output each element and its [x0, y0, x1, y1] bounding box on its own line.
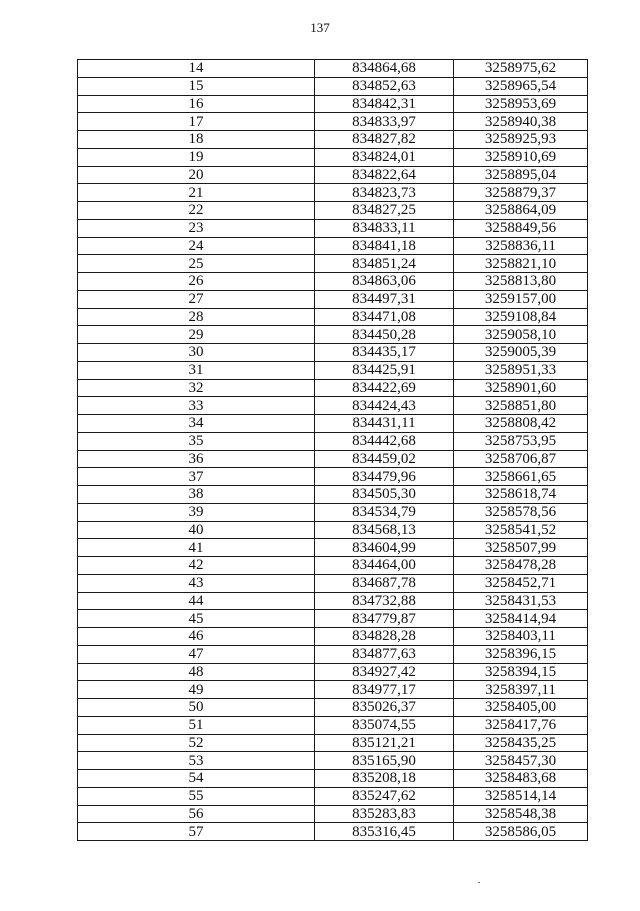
point-number-cell: 15	[78, 77, 315, 95]
x-coordinate-cell: 834435,17	[315, 344, 454, 362]
x-coordinate-cell: 834851,24	[315, 255, 454, 273]
table-row	[78, 787, 588, 805]
point-number-cell: 44	[78, 592, 315, 610]
x-coordinate-cell: 834687,78	[315, 574, 454, 592]
x-coordinate-cell: 834497,31	[315, 290, 454, 308]
table-row	[78, 521, 588, 539]
table-row	[78, 237, 588, 255]
table-row	[78, 166, 588, 184]
table-row	[78, 663, 588, 681]
table-row	[78, 131, 588, 149]
table-row	[78, 255, 588, 273]
table-row	[78, 645, 588, 663]
x-coordinate-cell: 834841,18	[315, 237, 454, 255]
point-number-cell: 57	[78, 823, 315, 841]
table-row	[78, 716, 588, 734]
y-coordinate-cell: 3258975,62	[454, 60, 588, 78]
y-coordinate-cell: 3258586,05	[454, 823, 588, 841]
point-number-cell: 43	[78, 574, 315, 592]
point-number-cell: 29	[78, 326, 315, 344]
table-row	[78, 361, 588, 379]
table-row	[78, 503, 588, 521]
x-coordinate-cell: 835026,37	[315, 699, 454, 717]
y-coordinate-cell: 3258849,56	[454, 219, 588, 237]
point-number-cell: 30	[78, 344, 315, 362]
y-coordinate-cell: 3258821,10	[454, 255, 588, 273]
table-row	[78, 592, 588, 610]
table-row	[78, 77, 588, 95]
point-number-cell: 17	[78, 113, 315, 131]
point-number-cell: 56	[78, 805, 315, 823]
point-number-cell: 51	[78, 716, 315, 734]
y-coordinate-cell: 3258953,69	[454, 95, 588, 113]
x-coordinate-cell: 834431,11	[315, 415, 454, 433]
x-coordinate-cell: 834779,87	[315, 610, 454, 628]
y-coordinate-cell: 3258507,99	[454, 539, 588, 557]
point-number-cell: 41	[78, 539, 315, 557]
point-number-cell: 48	[78, 663, 315, 681]
x-coordinate-cell: 834464,00	[315, 557, 454, 575]
y-coordinate-cell: 3258836,11	[454, 237, 588, 255]
y-coordinate-cell: 3258397,11	[454, 681, 588, 699]
x-coordinate-cell: 834479,96	[315, 468, 454, 486]
table-row	[78, 202, 588, 220]
table-row	[78, 397, 588, 415]
y-coordinate-cell: 3258965,54	[454, 77, 588, 95]
table-row	[78, 628, 588, 646]
table-row	[78, 610, 588, 628]
y-coordinate-cell: 3258431,53	[454, 592, 588, 610]
table-row	[78, 60, 588, 78]
x-coordinate-cell: 834877,63	[315, 645, 454, 663]
point-number-cell: 40	[78, 521, 315, 539]
x-coordinate-cell: 834442,68	[315, 432, 454, 450]
x-coordinate-cell: 834568,13	[315, 521, 454, 539]
x-coordinate-cell: 834828,28	[315, 628, 454, 646]
x-coordinate-cell: 834863,06	[315, 273, 454, 291]
y-coordinate-cell: 3258895,04	[454, 166, 588, 184]
x-coordinate-cell: 835165,90	[315, 752, 454, 770]
y-coordinate-cell: 3258405,00	[454, 699, 588, 717]
table-row	[78, 557, 588, 575]
table-row	[78, 344, 588, 362]
point-number-cell: 32	[78, 379, 315, 397]
x-coordinate-cell: 834425,91	[315, 361, 454, 379]
y-coordinate-cell: 3258396,15	[454, 645, 588, 663]
y-coordinate-cell: 3259157,00	[454, 290, 588, 308]
coordinates-table-body	[78, 60, 588, 841]
table-row	[78, 468, 588, 486]
table-row	[78, 770, 588, 788]
point-number-cell: 50	[78, 699, 315, 717]
x-coordinate-cell: 834604,99	[315, 539, 454, 557]
table-row	[78, 574, 588, 592]
y-coordinate-cell: 3258925,93	[454, 131, 588, 149]
x-coordinate-cell: 835208,18	[315, 770, 454, 788]
table-row	[78, 752, 588, 770]
y-coordinate-cell: 3258661,65	[454, 468, 588, 486]
point-number-cell: 35	[78, 432, 315, 450]
y-coordinate-cell: 3258403,11	[454, 628, 588, 646]
point-number-cell: 20	[78, 166, 315, 184]
page-number: 137	[310, 20, 330, 35]
y-coordinate-cell: 3258452,71	[454, 574, 588, 592]
point-number-cell: 19	[78, 148, 315, 166]
table-row	[78, 379, 588, 397]
x-coordinate-cell: 834864,68	[315, 60, 454, 78]
y-coordinate-cell: 3258514,14	[454, 787, 588, 805]
point-number-cell: 23	[78, 219, 315, 237]
point-number-cell: 27	[78, 290, 315, 308]
y-coordinate-cell: 3258901,60	[454, 379, 588, 397]
point-number-cell: 54	[78, 770, 315, 788]
point-number-cell: 25	[78, 255, 315, 273]
x-coordinate-cell: 834827,82	[315, 131, 454, 149]
table-row	[78, 805, 588, 823]
table-row	[78, 486, 588, 504]
y-coordinate-cell: 3258618,74	[454, 486, 588, 504]
point-number-cell: 42	[78, 557, 315, 575]
y-coordinate-cell: 3258478,28	[454, 557, 588, 575]
y-coordinate-cell: 3258541,52	[454, 521, 588, 539]
x-coordinate-cell: 834827,25	[315, 202, 454, 220]
point-number-cell: 28	[78, 308, 315, 326]
table-row	[78, 450, 588, 468]
point-number-cell: 49	[78, 681, 315, 699]
table-row	[78, 823, 588, 841]
table-row	[78, 219, 588, 237]
point-number-cell: 47	[78, 645, 315, 663]
point-number-cell: 22	[78, 202, 315, 220]
y-coordinate-cell: 3258864,09	[454, 202, 588, 220]
x-coordinate-cell: 835316,45	[315, 823, 454, 841]
table-row	[78, 415, 588, 433]
table-row	[78, 308, 588, 326]
x-coordinate-cell: 834824,01	[315, 148, 454, 166]
y-coordinate-cell: 3258548,38	[454, 805, 588, 823]
y-coordinate-cell: 3258879,37	[454, 184, 588, 202]
x-coordinate-cell: 834471,08	[315, 308, 454, 326]
point-number-cell: 16	[78, 95, 315, 113]
x-coordinate-cell: 834732,88	[315, 592, 454, 610]
x-coordinate-cell: 834505,30	[315, 486, 454, 504]
point-number-cell: 46	[78, 628, 315, 646]
y-coordinate-cell: 3258417,76	[454, 716, 588, 734]
x-coordinate-cell: 834833,11	[315, 219, 454, 237]
point-number-cell: 24	[78, 237, 315, 255]
point-number-cell: 55	[78, 787, 315, 805]
x-coordinate-cell: 834534,79	[315, 503, 454, 521]
table-row	[78, 184, 588, 202]
point-number-cell: 45	[78, 610, 315, 628]
table-row	[78, 290, 588, 308]
table-row	[78, 681, 588, 699]
x-coordinate-cell: 834927,42	[315, 663, 454, 681]
y-coordinate-cell: 3258457,30	[454, 752, 588, 770]
y-coordinate-cell: 3258706,87	[454, 450, 588, 468]
y-coordinate-cell: 3258394,15	[454, 663, 588, 681]
y-coordinate-cell: 3259108,84	[454, 308, 588, 326]
x-coordinate-cell: 834424,43	[315, 397, 454, 415]
table-row	[78, 148, 588, 166]
point-number-cell: 53	[78, 752, 315, 770]
scan-speck	[478, 882, 480, 883]
point-number-cell: 36	[78, 450, 315, 468]
y-coordinate-cell: 3258414,94	[454, 610, 588, 628]
table-row	[78, 734, 588, 752]
y-coordinate-cell: 3258940,38	[454, 113, 588, 131]
table-row	[78, 539, 588, 557]
y-coordinate-cell: 3258753,95	[454, 432, 588, 450]
point-number-cell: 38	[78, 486, 315, 504]
x-coordinate-cell: 834822,64	[315, 166, 454, 184]
x-coordinate-cell: 834833,97	[315, 113, 454, 131]
point-number-cell: 34	[78, 415, 315, 433]
y-coordinate-cell: 3258851,80	[454, 397, 588, 415]
y-coordinate-cell: 3258910,69	[454, 148, 588, 166]
coordinates-table	[77, 59, 588, 841]
point-number-cell: 18	[78, 131, 315, 149]
y-coordinate-cell: 3258435,25	[454, 734, 588, 752]
point-number-cell: 26	[78, 273, 315, 291]
table-row	[78, 699, 588, 717]
y-coordinate-cell: 3259005,39	[454, 344, 588, 362]
x-coordinate-cell: 834977,17	[315, 681, 454, 699]
table-row	[78, 113, 588, 131]
point-number-cell: 52	[78, 734, 315, 752]
point-number-cell: 31	[78, 361, 315, 379]
y-coordinate-cell: 3259058,10	[454, 326, 588, 344]
table-row	[78, 273, 588, 291]
x-coordinate-cell: 834422,69	[315, 379, 454, 397]
y-coordinate-cell: 3258808,42	[454, 415, 588, 433]
y-coordinate-cell: 3258578,56	[454, 503, 588, 521]
x-coordinate-cell: 834459,02	[315, 450, 454, 468]
y-coordinate-cell: 3258813,80	[454, 273, 588, 291]
point-number-cell: 21	[78, 184, 315, 202]
x-coordinate-cell: 834842,31	[315, 95, 454, 113]
x-coordinate-cell: 835074,55	[315, 716, 454, 734]
point-number-cell: 37	[78, 468, 315, 486]
table-row	[78, 95, 588, 113]
x-coordinate-cell: 835283,83	[315, 805, 454, 823]
point-number-cell: 14	[78, 60, 315, 78]
point-number-cell: 39	[78, 503, 315, 521]
x-coordinate-cell: 835121,21	[315, 734, 454, 752]
x-coordinate-cell: 834450,28	[315, 326, 454, 344]
y-coordinate-cell: 3258951,33	[454, 361, 588, 379]
point-number-cell: 33	[78, 397, 315, 415]
x-coordinate-cell: 834823,73	[315, 184, 454, 202]
x-coordinate-cell: 834852,63	[315, 77, 454, 95]
x-coordinate-cell: 835247,62	[315, 787, 454, 805]
y-coordinate-cell: 3258483,68	[454, 770, 588, 788]
table-row	[78, 432, 588, 450]
table-row	[78, 326, 588, 344]
